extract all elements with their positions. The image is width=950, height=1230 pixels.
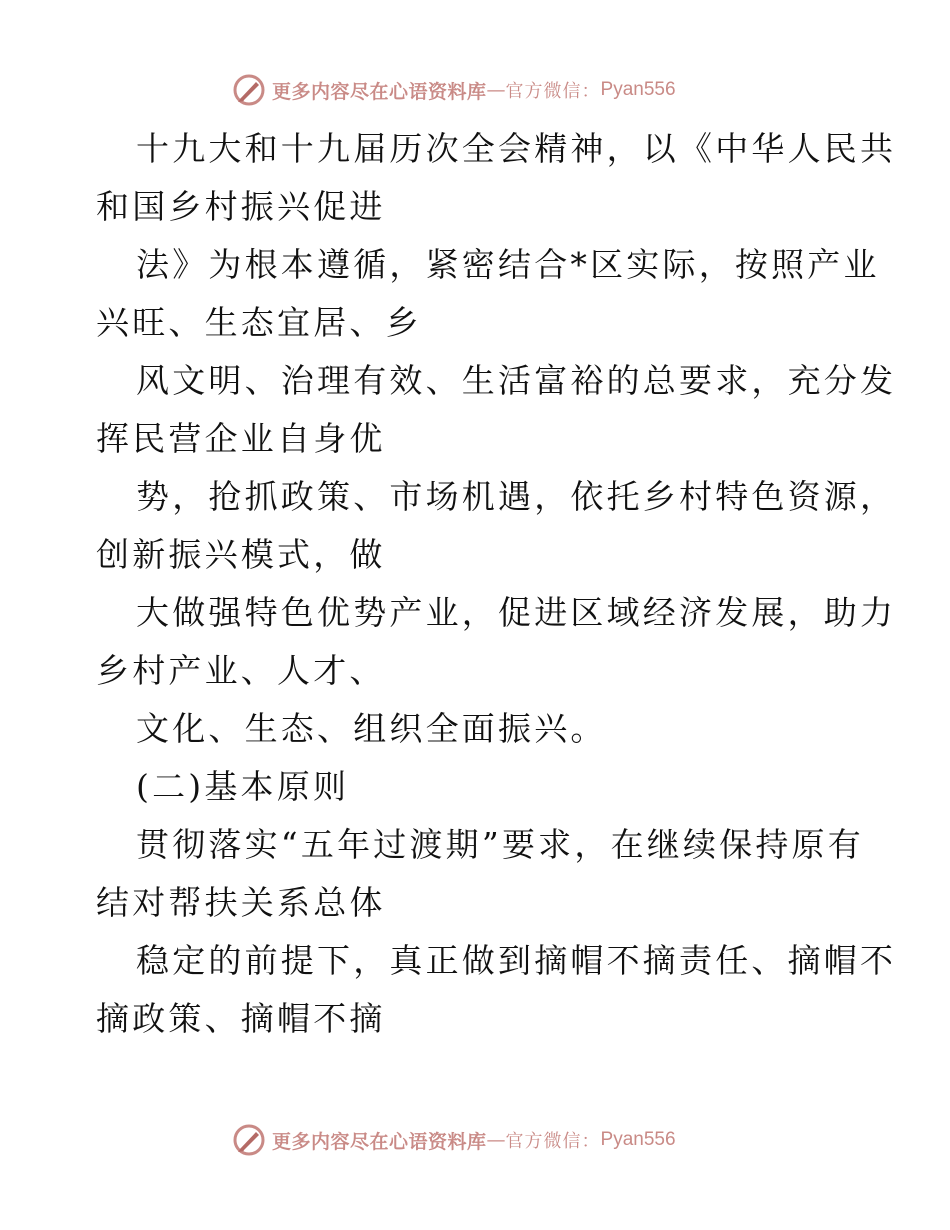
quill-pen-logo-icon bbox=[232, 73, 266, 107]
text-line: 稳定的前提下，真正做到摘帽不摘责任、摘帽不 bbox=[136, 941, 897, 980]
quill-pen-logo-icon bbox=[232, 1123, 266, 1157]
watermark-dash: — bbox=[486, 79, 506, 101]
watermark-dash: — bbox=[486, 1129, 506, 1151]
text-line: 兴旺、生态宜居、乡 bbox=[96, 303, 422, 342]
text-line: 摘政策、摘帽不摘 bbox=[96, 999, 386, 1038]
footer-watermark bbox=[232, 1122, 676, 1158]
text-line: 法》为根本遵循，紧密结合*区实际，按照产业 bbox=[136, 245, 880, 284]
text-line: 风文明、治理有效、生活富裕的总要求，充分发 bbox=[136, 361, 897, 400]
text-line: 和国乡村振兴促进 bbox=[96, 187, 386, 226]
text-line: 势，抢抓政策、市场机遇，依托乡村特色资源， bbox=[136, 477, 897, 516]
header-watermark bbox=[232, 72, 676, 108]
text-line: 十九大和十九届历次全会精神，以《中华人民共 bbox=[136, 129, 897, 168]
section-heading: (二)基本原则 bbox=[136, 767, 350, 806]
watermark-wechat-label: 官方微信： bbox=[505, 81, 601, 102]
document-body bbox=[96, 120, 897, 1048]
text-line: 挥民营企业自身优 bbox=[96, 419, 386, 458]
text-line: 贯彻落实“五年过渡期”要求，在继续保持原有 bbox=[136, 825, 864, 864]
text-line: 乡村产业、人才、 bbox=[96, 651, 386, 690]
watermark-wechat-label: 官方微信： bbox=[505, 1131, 601, 1152]
text-line: 结对帮扶关系总体 bbox=[96, 883, 386, 922]
text-line: 大做强特色优势产业，促进区域经济发展，助力 bbox=[136, 593, 897, 632]
text-line: 创新振兴模式，做 bbox=[96, 535, 386, 574]
watermark-wechat-id: Pyan556 bbox=[600, 1129, 676, 1150]
watermark-wechat-id: Pyan556 bbox=[600, 79, 676, 100]
text-line: 文化、生态、组织全面振兴。 bbox=[136, 709, 607, 748]
watermark-site-name: 更多内容尽在心语资料库 bbox=[272, 80, 487, 103]
watermark-site-name: 更多内容尽在心语资料库 bbox=[272, 1130, 487, 1153]
